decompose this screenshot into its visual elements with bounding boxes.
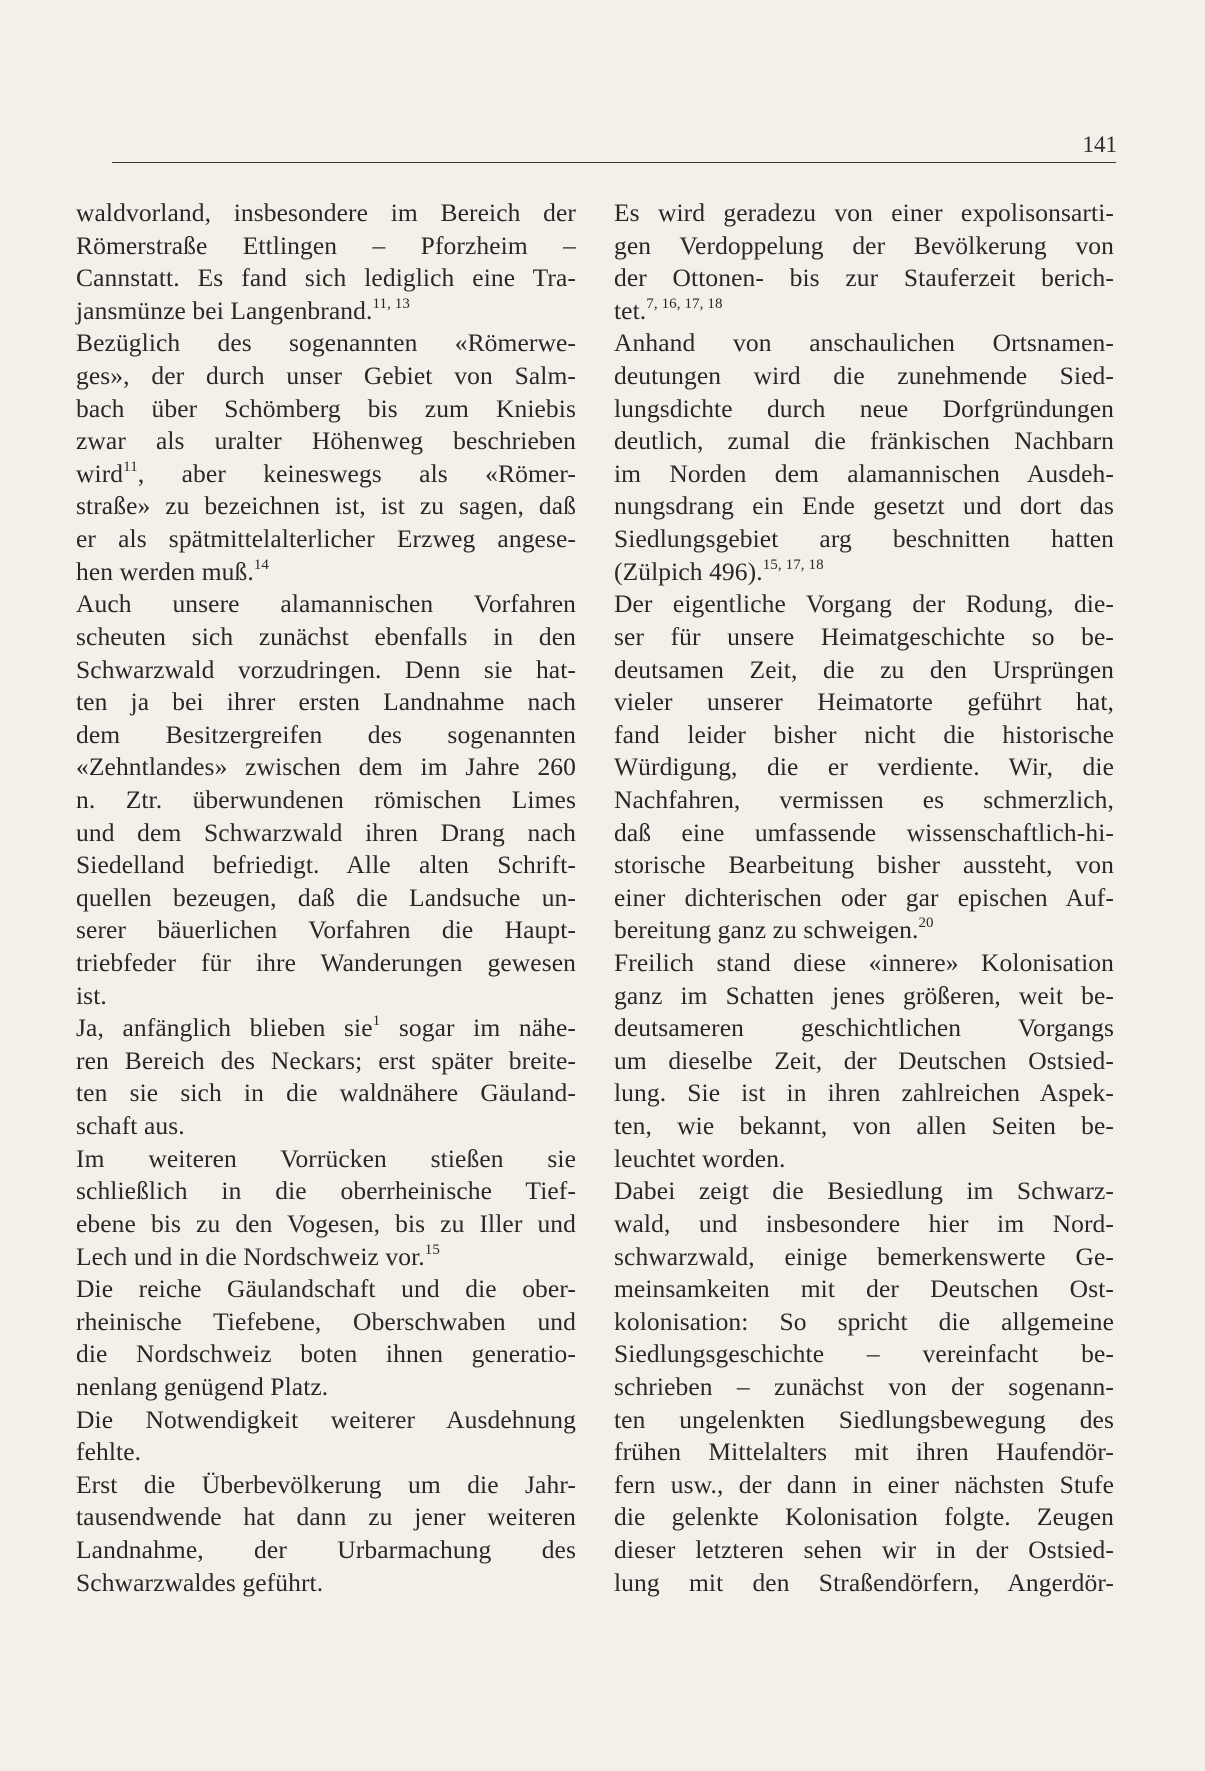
text-line bbox=[76, 751, 576, 784]
header-rule bbox=[112, 162, 1116, 163]
line-text: quellen bezeugen, daß die Landsuche un- bbox=[76, 882, 576, 912]
line-text: er als spätmittelalterlicher Erzweg angese- bbox=[76, 524, 576, 554]
text-line bbox=[76, 1306, 576, 1339]
line-text: wird bbox=[76, 458, 124, 488]
text-line bbox=[76, 523, 576, 556]
text-line bbox=[76, 1175, 576, 1208]
text-line bbox=[76, 621, 576, 654]
line-text: ren Bereich des Neckars; erst später breite- bbox=[76, 1045, 576, 1075]
text-line bbox=[614, 230, 1114, 263]
text-line bbox=[614, 262, 1114, 295]
text-line bbox=[614, 360, 1114, 393]
text-line bbox=[76, 1371, 576, 1404]
line-text: (Zülpich 496). bbox=[614, 556, 763, 586]
line-text: dem Besitzergreifen des sogenannten bbox=[76, 719, 576, 749]
line-text: straße» zu bezeichnen ist, ist zu sagen, daß bbox=[76, 491, 576, 521]
text-line bbox=[614, 1045, 1114, 1078]
footnote-reference: 15, 17, 18 bbox=[762, 556, 824, 573]
text-line bbox=[614, 817, 1114, 850]
line-text: im Norden dem alamannischen Ausdeh- bbox=[614, 458, 1114, 488]
text-line bbox=[76, 588, 576, 621]
text-line bbox=[614, 1175, 1114, 1208]
line-text: Dabei zeigt die Besiedlung im Schwarz- bbox=[614, 1176, 1114, 1206]
line-text: leuchtet worden. bbox=[614, 1143, 786, 1173]
line-text-continued: , aber keineswegs als «Römer- bbox=[137, 458, 576, 488]
line-text: Schwarzwald vorzudringen. Denn sie hat- bbox=[76, 654, 576, 684]
line-text: bereitung ganz zu schweigen. bbox=[614, 915, 919, 945]
text-line bbox=[614, 1404, 1114, 1437]
text-line bbox=[614, 393, 1114, 426]
line-text: «Zehntlandes» zwischen dem im Jahre 260 bbox=[76, 752, 576, 782]
line-text: kolonisation: So spricht die allgemeine bbox=[614, 1306, 1114, 1336]
line-text: schließlich in die oberrheinische Tief- bbox=[76, 1176, 576, 1206]
line-text: deutungen wird die zunehmende Sied- bbox=[614, 361, 1114, 391]
text-line bbox=[614, 523, 1114, 556]
page-number: 141 bbox=[1082, 132, 1117, 157]
text-line bbox=[614, 458, 1114, 491]
text-line bbox=[614, 914, 1114, 947]
line-text: Es wird geradezu von einer expolisonsarti- bbox=[614, 198, 1114, 227]
text-line bbox=[76, 1143, 576, 1176]
text-line bbox=[76, 327, 576, 360]
line-text: nungsdrang ein Ende gesetzt und dort das bbox=[614, 491, 1114, 521]
line-text: dieser letzteren sehen wir in der Ostsied- bbox=[614, 1534, 1114, 1564]
text-line bbox=[76, 1404, 576, 1437]
line-text: einer dichterischen oder gar epischen Auf- bbox=[614, 882, 1114, 912]
text-line bbox=[76, 393, 576, 426]
line-text: waldvorland, insbesondere im Bereich der bbox=[76, 198, 576, 227]
text-line bbox=[76, 230, 576, 263]
text-line bbox=[614, 1208, 1114, 1241]
text-line bbox=[76, 1501, 576, 1534]
line-text: deutsameren geschichtlichen Vorgangs bbox=[614, 1013, 1114, 1043]
line-text: storische Bearbeitung bisher aussteht, von bbox=[614, 850, 1114, 880]
line-text: ebene bis zu den Vogesen, bis zu Iller und bbox=[76, 1208, 576, 1238]
line-text: schwarzwald, einige bemerkenswerte Ge- bbox=[614, 1241, 1114, 1271]
text-line bbox=[614, 719, 1114, 752]
line-text: Anhand von anschaulichen Ortsnamen- bbox=[614, 328, 1114, 358]
text-line bbox=[614, 621, 1114, 654]
text-line bbox=[614, 1012, 1114, 1045]
line-text: Römerstraße Ettlingen – Pforzheim – bbox=[76, 230, 576, 260]
text-line bbox=[614, 751, 1114, 784]
line-text: Siedlungsgebiet arg beschnitten hatten bbox=[614, 524, 1114, 554]
text-line bbox=[614, 1110, 1114, 1143]
text-line bbox=[76, 980, 576, 1013]
text-line bbox=[76, 849, 576, 882]
line-text-continued: sogar im nähe- bbox=[380, 1013, 577, 1043]
left-column bbox=[76, 197, 576, 1599]
line-text: ten ungelenkten Siedlungsbewegung des bbox=[614, 1404, 1114, 1434]
text-line bbox=[614, 197, 1114, 230]
line-text: nenlang genügend Platz. bbox=[76, 1371, 329, 1401]
line-text: lung. Sie ist in ihren zahlreichen Aspek- bbox=[614, 1078, 1114, 1108]
text-line bbox=[614, 1371, 1114, 1404]
text-line bbox=[614, 882, 1114, 915]
text-line bbox=[614, 947, 1114, 980]
text-line bbox=[614, 654, 1114, 687]
line-text: fand leider bisher nicht die historische bbox=[614, 719, 1114, 749]
line-text: und dem Schwarzwald ihren Drang nach bbox=[76, 817, 576, 847]
text-line bbox=[614, 1306, 1114, 1339]
text-line bbox=[76, 1273, 576, 1306]
line-text: die gelenkte Kolonisation folgte. Zeugen bbox=[614, 1502, 1114, 1532]
line-text: Der eigentliche Vorgang der Rodung, die- bbox=[614, 589, 1114, 619]
text-line bbox=[76, 914, 576, 947]
text-line bbox=[76, 360, 576, 393]
footnote-reference: 11, 13 bbox=[372, 295, 410, 312]
line-text: daß eine umfassende wissenschaftlich-hi- bbox=[614, 817, 1114, 847]
text-line bbox=[614, 849, 1114, 882]
line-text: der Ottonen- bis zur Stauferzeit berich- bbox=[614, 263, 1114, 293]
text-line bbox=[76, 1436, 576, 1469]
text-line bbox=[614, 1436, 1114, 1469]
text-line bbox=[76, 947, 576, 980]
text-line bbox=[614, 1273, 1114, 1306]
footnote-reference: 14 bbox=[253, 556, 270, 573]
line-text: vieler unserer Heimatorte geführt hat, bbox=[614, 687, 1114, 717]
line-text: serer bäuerlichen Vorfahren die Haupt- bbox=[76, 915, 576, 945]
text-line bbox=[614, 1567, 1114, 1600]
line-text: tausendwende hat dann zu jener weiteren bbox=[76, 1502, 576, 1532]
text-line bbox=[614, 1077, 1114, 1110]
line-text: Ja, anfänglich blieben sie bbox=[76, 1013, 373, 1043]
line-text: frühen Mittelalters mit ihren Haufendör- bbox=[614, 1437, 1114, 1467]
text-line bbox=[614, 588, 1114, 621]
text-line bbox=[76, 1567, 576, 1600]
line-text: lung mit den Straßendörfern, Angerdör- bbox=[614, 1567, 1114, 1597]
text-line bbox=[614, 1534, 1114, 1567]
line-text: ges», der durch unser Gebiet von Salm- bbox=[76, 361, 576, 391]
line-text: Landnahme, der Urbarmachung des bbox=[76, 1534, 576, 1564]
text-line bbox=[76, 1077, 576, 1110]
line-text: rheinische Tiefebene, Oberschwaben und bbox=[76, 1306, 576, 1336]
text-line bbox=[76, 262, 576, 295]
text-line bbox=[76, 882, 576, 915]
line-text: ser für unsere Heimatgeschichte so be- bbox=[614, 621, 1114, 651]
text-line bbox=[76, 784, 576, 817]
line-text: wald, und insbesondere hier im Nord- bbox=[614, 1208, 1114, 1238]
line-text: Nachfahren, vermissen es schmerzlich, bbox=[614, 784, 1114, 814]
line-text: Cannstatt. Es fand sich lediglich eine Tra- bbox=[76, 263, 576, 293]
text-line bbox=[76, 719, 576, 752]
text-line bbox=[614, 1241, 1114, 1274]
text-line bbox=[76, 1012, 576, 1045]
text-line bbox=[614, 980, 1114, 1013]
line-text: ten ja bei ihrer ersten Landnahme nach bbox=[76, 687, 576, 717]
line-text: schrieben – zunächst von der sogenann- bbox=[614, 1371, 1114, 1401]
text-line bbox=[76, 1338, 576, 1371]
line-text: Würdigung, die er verdiente. Wir, die bbox=[614, 752, 1114, 782]
text-line bbox=[76, 295, 576, 328]
text-line bbox=[76, 425, 576, 458]
line-text: deutlich, zumal die fränkischen Nachbarn bbox=[614, 426, 1114, 456]
footnote-reference: 20 bbox=[918, 915, 934, 932]
line-text: Erst die Überbevölkerung um die Jahr- bbox=[76, 1469, 576, 1499]
line-text: Schwarzwaldes geführt. bbox=[76, 1567, 324, 1597]
line-text: Auch unsere alamannischen Vorfahren bbox=[76, 589, 576, 619]
line-text: Siedelland befriedigt. Alle alten Schrift- bbox=[76, 850, 576, 880]
footnote-reference: 7, 16, 17, 18 bbox=[646, 295, 723, 312]
line-text: meinsamkeiten mit der Deutschen Ost- bbox=[614, 1274, 1114, 1304]
line-text: zwar als uralter Höhenweg beschrieben bbox=[76, 426, 576, 456]
line-text: Bezüglich des sogenannten «Römerwe- bbox=[76, 328, 576, 358]
text-line bbox=[76, 1469, 576, 1502]
text-line bbox=[76, 817, 576, 850]
text-line bbox=[614, 784, 1114, 817]
text-line bbox=[614, 556, 1114, 589]
text-line bbox=[614, 686, 1114, 719]
line-text: Siedlungsgeschichte – vereinfacht be- bbox=[614, 1339, 1114, 1369]
line-text: ten, wie bekannt, von allen Seiten be- bbox=[614, 1111, 1114, 1141]
text-line bbox=[76, 490, 576, 523]
text-line bbox=[614, 1338, 1114, 1371]
line-text: ist. bbox=[76, 980, 107, 1010]
text-line bbox=[614, 1469, 1114, 1502]
line-text: ten sie sich in die waldnähere Gäuland- bbox=[76, 1078, 576, 1108]
text-line bbox=[614, 295, 1114, 328]
line-text: ganz im Schatten jenes größeren, weit be- bbox=[614, 980, 1114, 1010]
text-line bbox=[76, 1534, 576, 1567]
line-text: n. Ztr. überwundenen römischen Limes bbox=[76, 784, 576, 814]
line-text: fehlte. bbox=[76, 1437, 142, 1467]
line-text: hen werden muß. bbox=[76, 556, 254, 586]
text-line bbox=[76, 556, 576, 589]
text-line bbox=[614, 1501, 1114, 1534]
line-text: Lech und in die Nordschweiz vor. bbox=[76, 1241, 425, 1271]
line-text: die Nordschweiz boten ihnen generatio- bbox=[76, 1339, 576, 1369]
line-text: schaft aus. bbox=[76, 1111, 185, 1141]
line-text: Im weiteren Vorrücken stießen sie bbox=[76, 1143, 576, 1173]
text-line bbox=[76, 197, 576, 230]
text-line bbox=[614, 425, 1114, 458]
text-line bbox=[76, 458, 576, 491]
text-line bbox=[76, 1045, 576, 1078]
line-text: jansmünze bei Langenbrand. bbox=[76, 295, 373, 325]
line-text: tet. bbox=[614, 295, 647, 325]
text-line bbox=[614, 1143, 1114, 1176]
line-text: triebfeder für ihre Wanderungen gewesen bbox=[76, 948, 576, 978]
text-line bbox=[76, 654, 576, 687]
line-text: lungsdichte durch neue Dorfgründungen bbox=[614, 393, 1114, 423]
text-line bbox=[76, 686, 576, 719]
text-line bbox=[76, 1241, 576, 1274]
line-text: deutsamen Zeit, die zu den Ursprüngen bbox=[614, 654, 1114, 684]
text-line bbox=[614, 490, 1114, 523]
text-line bbox=[76, 1208, 576, 1241]
line-text: fern usw., der dann in einer nächsten Stufe bbox=[614, 1469, 1114, 1499]
line-text: scheuten sich zunächst ebenfalls in den bbox=[76, 621, 576, 651]
line-text: Freilich stand diese «innere» Kolonisation bbox=[614, 948, 1114, 978]
line-text: um dieselbe Zeit, der Deutschen Ostsied- bbox=[614, 1045, 1114, 1075]
text-line bbox=[614, 327, 1114, 360]
footnote-reference: 15 bbox=[424, 1241, 440, 1258]
footnote-reference: 11 bbox=[123, 458, 138, 475]
footnote-reference: 1 bbox=[372, 1013, 381, 1030]
line-text: Die Notwendigkeit weiterer Ausdehnung bbox=[76, 1404, 576, 1434]
text-line bbox=[76, 1110, 576, 1143]
line-text: gen Verdoppelung der Bevölkerung von bbox=[614, 230, 1114, 260]
line-text: bach über Schömberg bis zum Kniebis bbox=[76, 393, 576, 423]
right-column bbox=[614, 197, 1114, 1599]
line-text: Die reiche Gäulandschaft und die ober- bbox=[76, 1274, 576, 1304]
